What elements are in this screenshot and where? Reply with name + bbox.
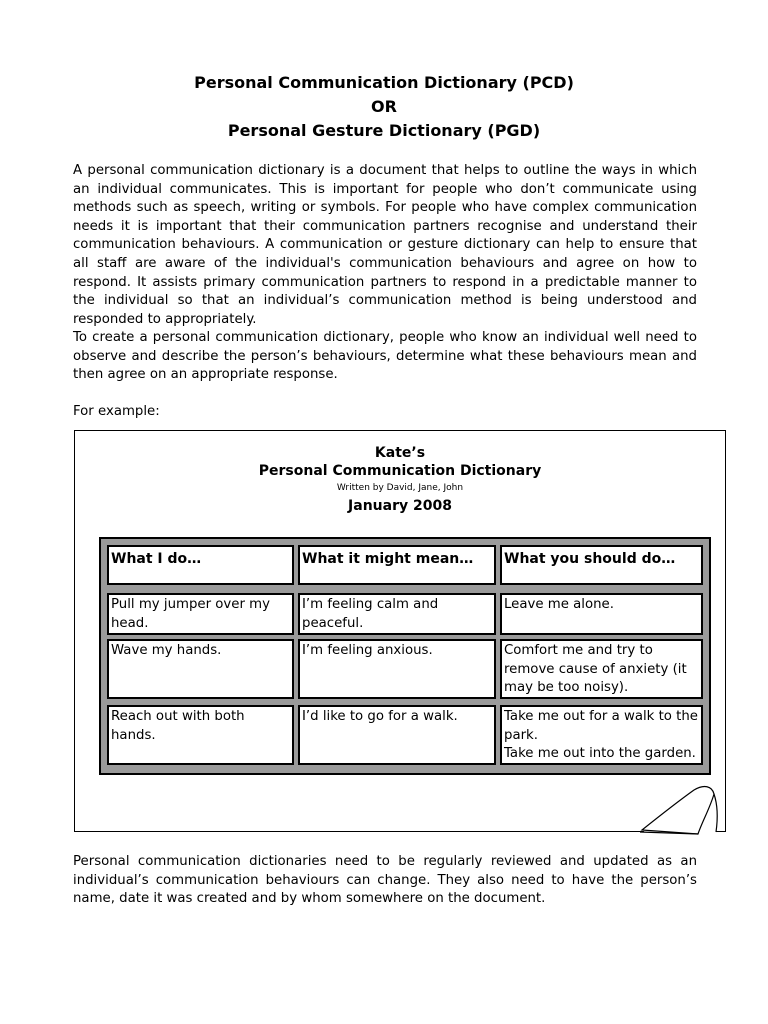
example-title: Personal Communication Dictionary: [258, 463, 542, 479]
table-cell: I’m feeling calm and peaceful.: [298, 593, 496, 635]
title-line-3: Personal Gesture Dictionary (PGD): [227, 121, 541, 140]
title-line-1: Personal Communication Dictionary (PCD): [194, 73, 574, 92]
table-header-cell: What I do…: [107, 545, 294, 585]
table-cell: Wave my hands.: [107, 639, 294, 699]
example-person-name: Kate’s: [374, 445, 426, 461]
table-cell: I’m feeling anxious.: [298, 639, 496, 699]
example-author: Written by David, Jane, John: [336, 483, 464, 493]
table-cell: Comfort me and try to remove cause of anxiety (it may be too noisy).: [500, 639, 703, 699]
example-date: January 2008: [348, 498, 452, 514]
create-paragraph: To create a personal communication dictionary, people who know an individual well need to observe and describe the person’s behaviours, determine what these behaviours mean and then agree on an appropriate response.: [73, 330, 697, 383]
dictionary-table: [99, 537, 711, 775]
intro-paragraph: A personal communication dictionary is a document that helps to outline the ways in which an individual communicates. This is important for people who don’t communicate using methods such as speech, writing or symbols. For people who have complex communication needs it is important that their communication partners recognise and understand their communication behaviours. A communication or gesture dictionary can help to ensure that all staff are aware of the individual's communication behaviours and agree on how to respond. It assists primary communication partners to respond in a predictable manner to the individual so that an individual’s communication method is being understood and responded to appropriately.: [73, 163, 697, 327]
table-header-cell: What it might mean…: [298, 545, 496, 585]
example-label: For example:: [73, 404, 160, 419]
table-header-cell: What you should do…: [500, 545, 703, 585]
table-cell: Pull my jumper over my head.: [107, 593, 294, 635]
page-curl-icon: [640, 776, 730, 840]
document-title: [0, 71, 768, 143]
closing-paragraph: Personal communication dictionaries need to be regularly reviewed and updated as an individual’s communication behaviours can change. They also need to have the person’s name, date it was created and by whom somewhere on the document.: [73, 854, 697, 907]
title-line-2: OR: [371, 97, 397, 116]
table-cell: Reach out with both hands.: [107, 705, 294, 765]
table-cell: Take me out for a walk to the park. Take me out into the garden.: [500, 705, 703, 765]
table-cell: I’d like to go for a walk.: [298, 705, 496, 765]
example-box: [74, 430, 726, 832]
table-cell: Leave me alone.: [500, 593, 703, 635]
